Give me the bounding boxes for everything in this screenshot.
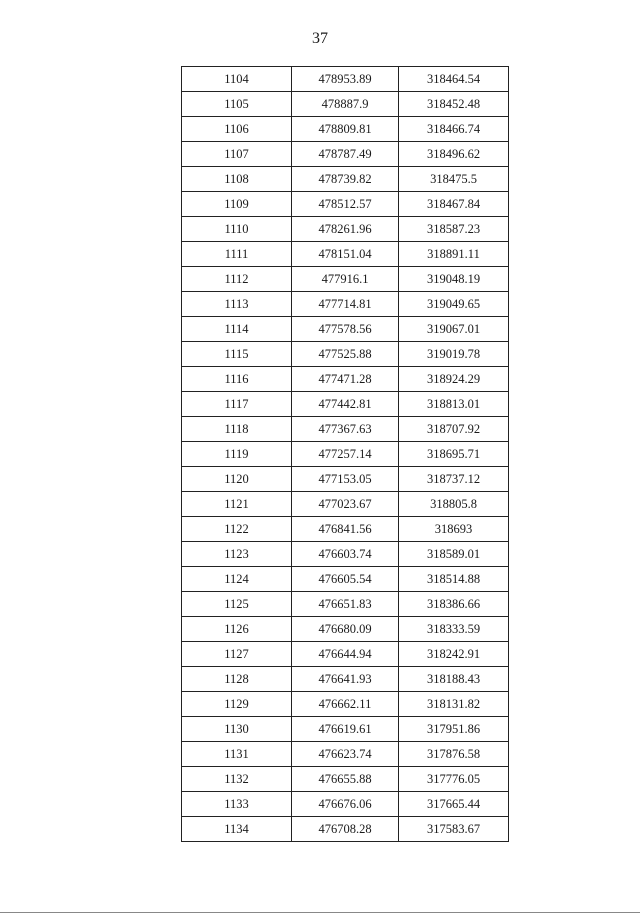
point-number-cell: 1130 <box>182 717 292 742</box>
table-row <box>182 817 509 842</box>
x-coordinate-cell: 477442.81 <box>292 392 399 417</box>
x-coordinate-cell: 476841.56 <box>292 517 399 542</box>
point-number-cell: 1122 <box>182 517 292 542</box>
x-coordinate-cell: 477257.14 <box>292 442 399 467</box>
y-coordinate-cell: 318466.74 <box>399 117 509 142</box>
y-coordinate-cell: 318242.91 <box>399 642 509 667</box>
x-coordinate-cell: 477578.56 <box>292 317 399 342</box>
x-coordinate-cell: 477367.63 <box>292 417 399 442</box>
point-number-cell: 1108 <box>182 167 292 192</box>
y-coordinate-cell: 318475.5 <box>399 167 509 192</box>
point-number-cell: 1115 <box>182 342 292 367</box>
table-row <box>182 792 509 817</box>
table-row <box>182 217 509 242</box>
point-number-cell: 1104 <box>182 67 292 92</box>
y-coordinate-cell: 318589.01 <box>399 542 509 567</box>
point-number-cell: 1134 <box>182 817 292 842</box>
point-number-cell: 1109 <box>182 192 292 217</box>
x-coordinate-cell: 476655.88 <box>292 767 399 792</box>
y-coordinate-cell: 318924.29 <box>399 367 509 392</box>
table-row <box>182 717 509 742</box>
table-row <box>182 467 509 492</box>
y-coordinate-cell: 318695.71 <box>399 442 509 467</box>
table-row <box>182 192 509 217</box>
coordinates-table <box>181 66 509 842</box>
y-coordinate-cell: 319048.19 <box>399 267 509 292</box>
x-coordinate-cell: 478887.9 <box>292 92 399 117</box>
point-number-cell: 1119 <box>182 442 292 467</box>
point-number-cell: 1121 <box>182 492 292 517</box>
y-coordinate-cell: 317583.67 <box>399 817 509 842</box>
table-row <box>182 442 509 467</box>
table-row <box>182 242 509 267</box>
x-coordinate-cell: 476644.94 <box>292 642 399 667</box>
y-coordinate-cell: 318188.43 <box>399 667 509 692</box>
y-coordinate-cell: 318333.59 <box>399 617 509 642</box>
point-number-cell: 1120 <box>182 467 292 492</box>
x-coordinate-cell: 476605.54 <box>292 567 399 592</box>
x-coordinate-cell: 476676.06 <box>292 792 399 817</box>
x-coordinate-cell: 478151.04 <box>292 242 399 267</box>
x-coordinate-cell: 476641.93 <box>292 667 399 692</box>
y-coordinate-cell: 318707.92 <box>399 417 509 442</box>
scan-edge-line <box>0 912 640 913</box>
point-number-cell: 1125 <box>182 592 292 617</box>
point-number-cell: 1113 <box>182 292 292 317</box>
x-coordinate-cell: 477714.81 <box>292 292 399 317</box>
y-coordinate-cell: 319049.65 <box>399 292 509 317</box>
y-coordinate-cell: 318496.62 <box>399 142 509 167</box>
x-coordinate-cell: 478953.89 <box>292 67 399 92</box>
point-number-cell: 1127 <box>182 642 292 667</box>
y-coordinate-cell: 319067.01 <box>399 317 509 342</box>
table-row <box>182 317 509 342</box>
y-coordinate-cell: 318131.82 <box>399 692 509 717</box>
x-coordinate-cell: 476708.28 <box>292 817 399 842</box>
point-number-cell: 1124 <box>182 567 292 592</box>
table-row <box>182 492 509 517</box>
table-row <box>182 367 509 392</box>
x-coordinate-cell: 477153.05 <box>292 467 399 492</box>
table-row <box>182 592 509 617</box>
y-coordinate-cell: 318813.01 <box>399 392 509 417</box>
table-row <box>182 567 509 592</box>
point-number-cell: 1123 <box>182 542 292 567</box>
y-coordinate-cell: 317665.44 <box>399 792 509 817</box>
page-number: 37 <box>312 30 328 47</box>
point-number-cell: 1116 <box>182 367 292 392</box>
point-number-cell: 1110 <box>182 217 292 242</box>
x-coordinate-cell: 478261.96 <box>292 217 399 242</box>
point-number-cell: 1129 <box>182 692 292 717</box>
y-coordinate-cell: 318386.66 <box>399 592 509 617</box>
point-number-cell: 1128 <box>182 667 292 692</box>
x-coordinate-cell: 477471.28 <box>292 367 399 392</box>
y-coordinate-cell: 318737.12 <box>399 467 509 492</box>
x-coordinate-cell: 476603.74 <box>292 542 399 567</box>
y-coordinate-cell: 317876.58 <box>399 742 509 767</box>
x-coordinate-cell: 476662.11 <box>292 692 399 717</box>
table-body <box>182 67 509 842</box>
x-coordinate-cell: 478787.49 <box>292 142 399 167</box>
point-number-cell: 1114 <box>182 317 292 342</box>
x-coordinate-cell: 476623.74 <box>292 742 399 767</box>
point-number-cell: 1131 <box>182 742 292 767</box>
point-number-cell: 1107 <box>182 142 292 167</box>
table-row <box>182 292 509 317</box>
table-row <box>182 542 509 567</box>
table-row <box>182 267 509 292</box>
point-number-cell: 1132 <box>182 767 292 792</box>
y-coordinate-cell: 318805.8 <box>399 492 509 517</box>
y-coordinate-cell: 318514.88 <box>399 567 509 592</box>
point-number-cell: 1111 <box>182 242 292 267</box>
point-number-cell: 1126 <box>182 617 292 642</box>
point-number-cell: 1106 <box>182 117 292 142</box>
table-row <box>182 117 509 142</box>
table-row <box>182 392 509 417</box>
table-row <box>182 767 509 792</box>
y-coordinate-cell: 318891.11 <box>399 242 509 267</box>
x-coordinate-cell: 478739.82 <box>292 167 399 192</box>
y-coordinate-cell: 318693 <box>399 517 509 542</box>
point-number-cell: 1112 <box>182 267 292 292</box>
table-row <box>182 417 509 442</box>
point-number-cell: 1133 <box>182 792 292 817</box>
table-row <box>182 617 509 642</box>
table-row <box>182 167 509 192</box>
point-number-cell: 1117 <box>182 392 292 417</box>
table-row <box>182 692 509 717</box>
table-row <box>182 342 509 367</box>
x-coordinate-cell: 477916.1 <box>292 267 399 292</box>
x-coordinate-cell: 477525.88 <box>292 342 399 367</box>
table-row <box>182 642 509 667</box>
y-coordinate-cell: 318587.23 <box>399 217 509 242</box>
table-row <box>182 142 509 167</box>
point-number-cell: 1118 <box>182 417 292 442</box>
y-coordinate-cell: 319019.78 <box>399 342 509 367</box>
point-number-cell: 1105 <box>182 92 292 117</box>
table-row <box>182 667 509 692</box>
x-coordinate-cell: 477023.67 <box>292 492 399 517</box>
y-coordinate-cell: 317776.05 <box>399 767 509 792</box>
table-row <box>182 67 509 92</box>
x-coordinate-cell: 476619.61 <box>292 717 399 742</box>
y-coordinate-cell: 318464.54 <box>399 67 509 92</box>
table-row <box>182 742 509 767</box>
table-row <box>182 92 509 117</box>
x-coordinate-cell: 476680.09 <box>292 617 399 642</box>
y-coordinate-cell: 318452.48 <box>399 92 509 117</box>
y-coordinate-cell: 317951.86 <box>399 717 509 742</box>
x-coordinate-cell: 478512.57 <box>292 192 399 217</box>
table-row <box>182 517 509 542</box>
y-coordinate-cell: 318467.84 <box>399 192 509 217</box>
x-coordinate-cell: 478809.81 <box>292 117 399 142</box>
x-coordinate-cell: 476651.83 <box>292 592 399 617</box>
